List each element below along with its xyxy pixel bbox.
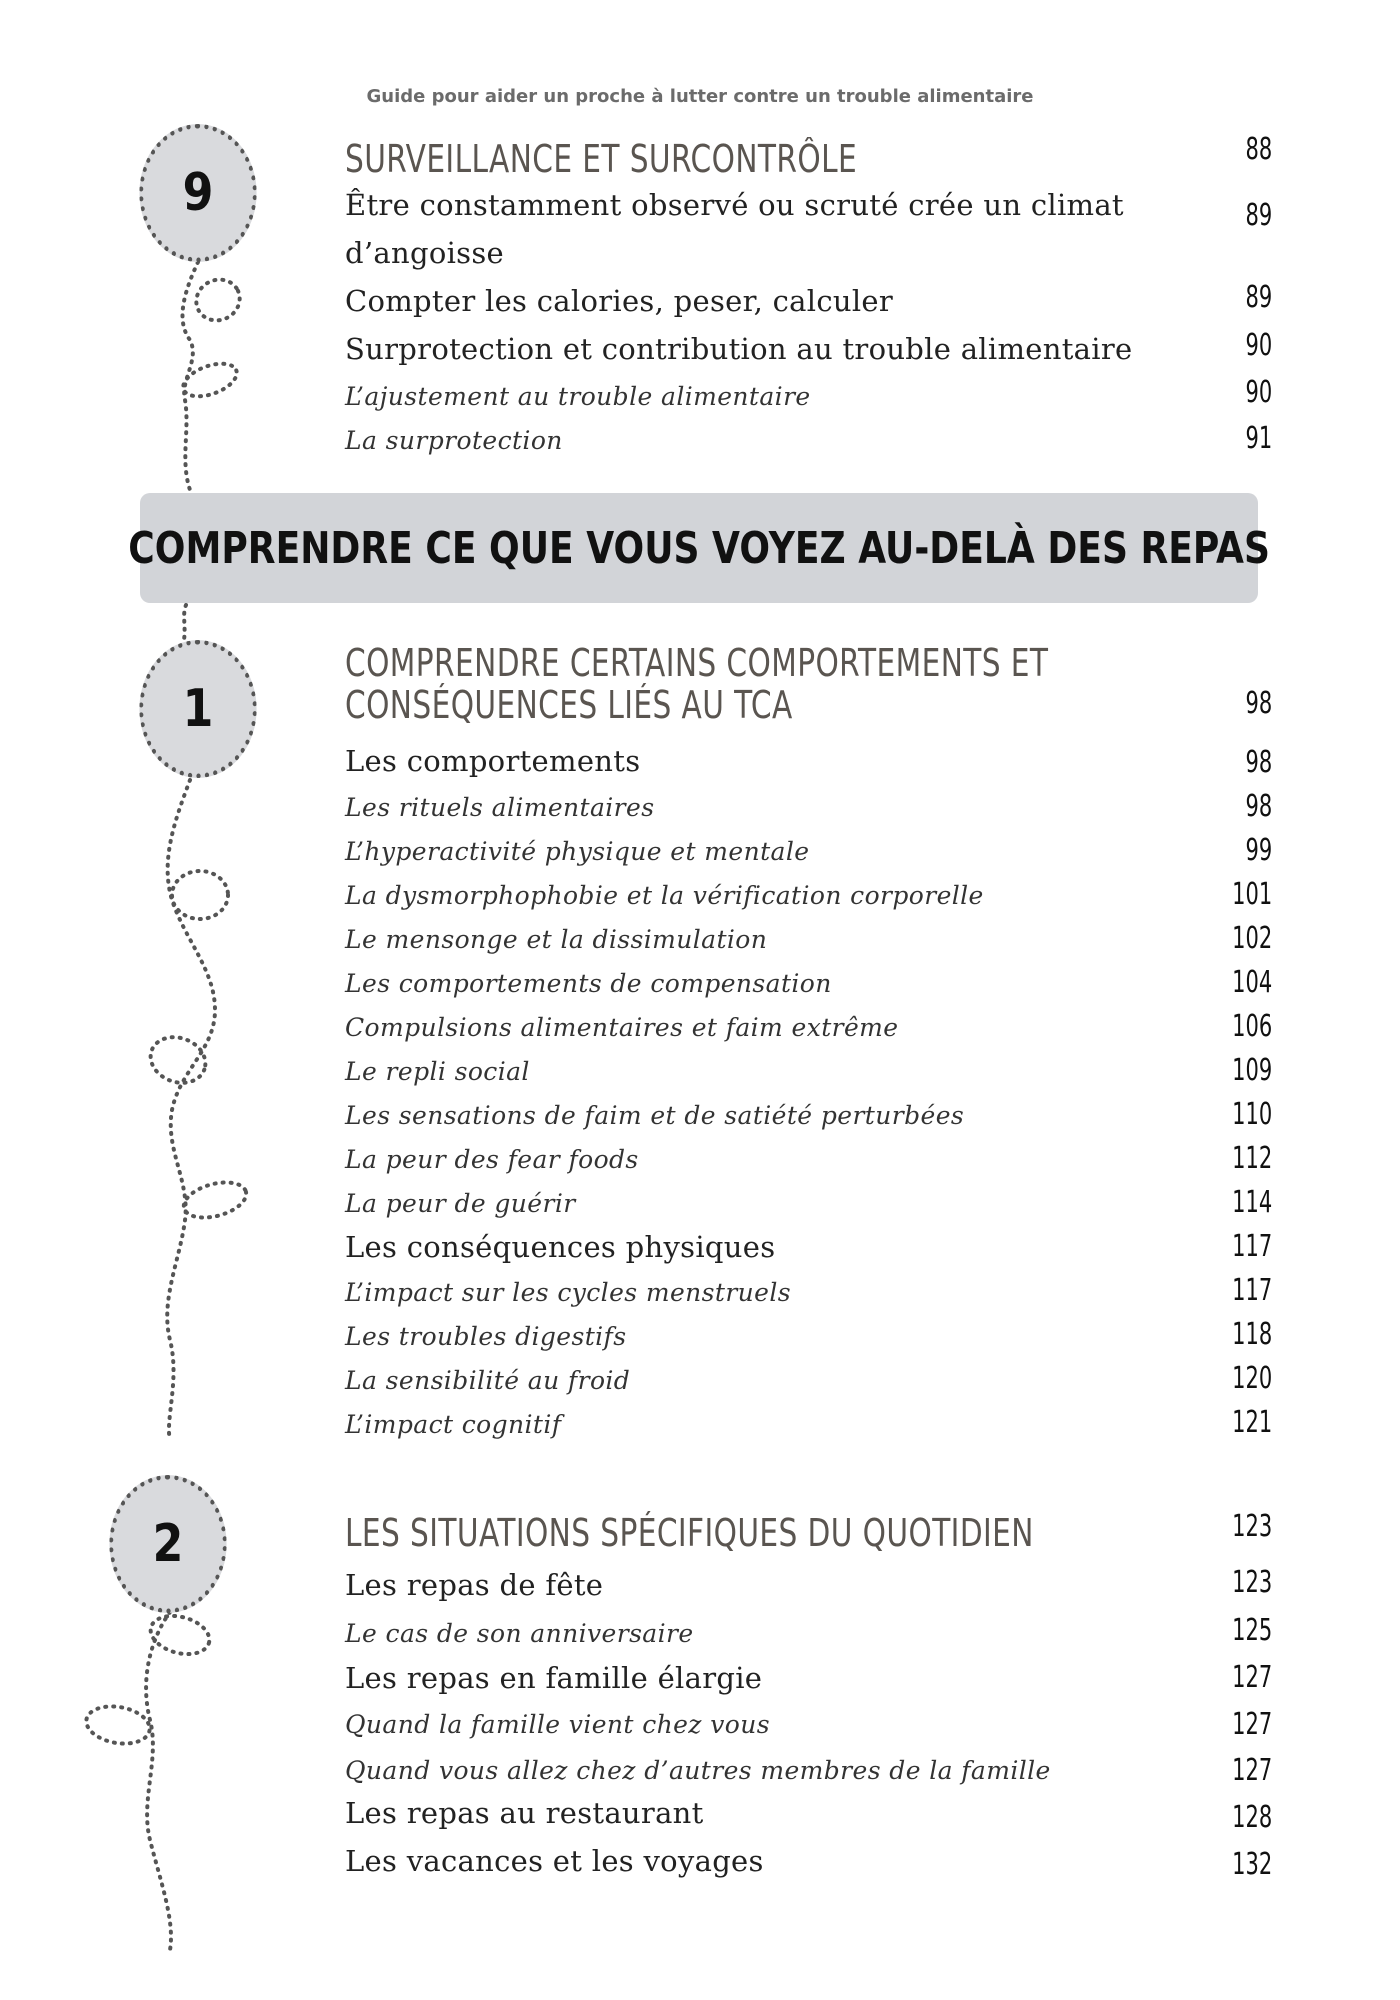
section-title-line1: COMPRENDRE CERTAINS COMPORTEMENTS ET xyxy=(345,641,1049,685)
page-number: 102 xyxy=(1231,921,1272,956)
toc-subentry: L’impact cognitif xyxy=(345,1410,562,1439)
toc-entry: Les repas en famille élargie xyxy=(345,1661,763,1695)
page-number: 117 xyxy=(1231,1229,1272,1264)
toc-entry: Les conséquences physiques xyxy=(345,1230,776,1264)
page-number: 121 xyxy=(1231,1405,1272,1440)
page-number: 127 xyxy=(1231,1753,1272,1788)
toc-subentry: La peur des fear foods xyxy=(345,1145,639,1174)
chapter-number: 1 xyxy=(182,679,214,739)
toc-subentry: Les rituels alimentaires xyxy=(345,793,655,822)
chapter-number: 9 xyxy=(182,163,214,223)
page-number: 127 xyxy=(1231,1707,1272,1742)
toc-subentry: L’impact sur les cycles menstruels xyxy=(345,1278,791,1307)
toc-entry xyxy=(345,188,1124,222)
toc-subentry: L’hyperactivité physique et mentale xyxy=(345,837,810,866)
section-title: LES SITUATIONS SPÉCIFIQUES DU QUOTIDIEN xyxy=(345,1511,1034,1555)
toc-subentry: Les sensations de faim et de satiété perturbées xyxy=(345,1101,965,1130)
page-number: 123 xyxy=(1231,1565,1272,1600)
running-header: Guide pour aider un proche à lutter contre un trouble alimentaire xyxy=(366,86,1034,107)
page-number: 117 xyxy=(1231,1273,1272,1308)
section-title-line2: CONSÉQUENCES LIÉS AU TCA xyxy=(345,683,793,727)
page-number: 90 xyxy=(1245,375,1272,410)
toc-subentry: Quand la famille vient chez vous xyxy=(345,1710,770,1739)
page-number: 127 xyxy=(1231,1660,1272,1695)
chapter-number-circle xyxy=(139,640,256,778)
page-number: 110 xyxy=(1231,1097,1272,1132)
page-number: 89 xyxy=(1245,280,1272,315)
page-number: 114 xyxy=(1231,1185,1272,1220)
toc-subentry: Le cas de son anniversaire xyxy=(345,1619,694,1648)
toc-subentry: Le repli social xyxy=(345,1057,530,1086)
toc-subentry: La surprotection xyxy=(345,426,563,455)
toc-subentry: L’ajustement au trouble alimentaire xyxy=(345,382,811,411)
page-number: 128 xyxy=(1231,1800,1272,1835)
chapter-number: 2 xyxy=(152,1514,184,1574)
toc-entry: Les repas de fête xyxy=(345,1568,604,1602)
toc-entry: Surprotection et contribution au trouble alimentaire xyxy=(345,332,1133,366)
page-number: 90 xyxy=(1245,328,1272,363)
page-number: 123 xyxy=(1231,1509,1272,1544)
page-number: 98 xyxy=(1245,686,1272,721)
part-banner xyxy=(128,493,1270,603)
toc-entry-text: Être constamment observé ou scruté crée un climat xyxy=(345,188,1124,222)
page-number: 112 xyxy=(1231,1141,1272,1176)
toc-subentry: Les comportements de compensation xyxy=(345,969,832,998)
toc-subentry: La dysmorphophobie et la vérification corporelle xyxy=(345,881,984,910)
toc-subentry: Le mensonge et la dissimulation xyxy=(345,925,768,954)
toc-subentry: Compulsions alimentaires et faim extrême xyxy=(345,1013,899,1042)
chapter-number-circle xyxy=(109,1475,226,1613)
page-number: 101 xyxy=(1231,877,1272,912)
page-number: 98 xyxy=(1245,789,1272,824)
toc-subentry: Quand vous allez chez d’autres membres de la famille xyxy=(345,1756,1051,1785)
toc-entry-continuation xyxy=(345,236,504,270)
toc-entry: Compter les calories, peser, calculer xyxy=(345,284,894,318)
page-number: 132 xyxy=(1231,1847,1272,1882)
page-number: 88 xyxy=(1245,132,1272,167)
toc-entry: Les vacances et les voyages xyxy=(345,1844,764,1878)
page-number: 104 xyxy=(1231,965,1272,1000)
page-number: 120 xyxy=(1231,1361,1272,1396)
page-number: 125 xyxy=(1231,1613,1272,1648)
toc-entry: Les comportements xyxy=(345,744,641,778)
toc-subentry: Les troubles digestifs xyxy=(345,1322,627,1351)
page-number: 118 xyxy=(1231,1317,1272,1352)
toc-entry-text: d’angoisse xyxy=(345,236,504,270)
toc-subentry: La sensibilité au froid xyxy=(345,1366,631,1395)
chapter-number-circle xyxy=(139,124,256,262)
section-title: SURVEILLANCE ET SURCONTRÔLE xyxy=(345,137,858,181)
part-banner-title: COMPRENDRE CE QUE VOUS VOYEZ AU-DELÀ DES REPAS xyxy=(128,522,1270,574)
toc-subentry: La peur de guérir xyxy=(345,1189,576,1218)
page-number: 109 xyxy=(1231,1053,1272,1088)
toc-entry: Les repas au restaurant xyxy=(345,1796,704,1830)
page-number: 89 xyxy=(1245,198,1272,233)
page-number: 99 xyxy=(1245,833,1272,868)
page-number: 98 xyxy=(1245,745,1272,780)
page-number: 106 xyxy=(1231,1009,1272,1044)
page-number: 91 xyxy=(1245,421,1272,456)
